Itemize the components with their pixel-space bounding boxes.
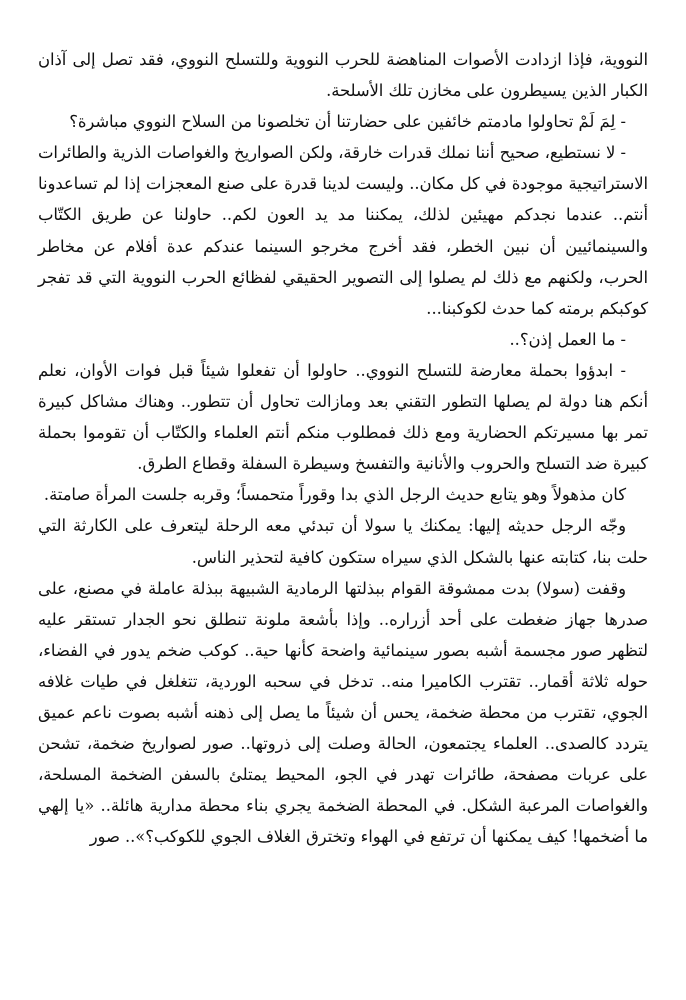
paragraph-question-nuclear: - لِمَ لَمْ تحاولوا مادمتم خائفين على حضارتنا أن تخلصونا من السلاح النووي مباشرة؟ [69,112,626,132]
paragraph-narration-astonished: كان مذهولاً وهو يتابع حديث الرجل الذي بدا وقوراً متحمساً؛ وقربه جلست المرأة صامتة. [43,485,626,505]
paragraph-continuation: النووية، فإذا ازدادت الأصوات المناهضة للحرب النووية وللتسلح النووي، فقد تصل إلى آذان الكبار الذين يسيطرون على مخازن تلك الأسلحة. [38,50,648,101]
paragraph-question-what-to-do: - ما العمل إذن؟.. [509,329,626,349]
paragraph-man-addresses-sola: وجّه الرجل حديثه إليها: يمكنك يا سولا أن تبدئي معه الرحلة ليتعرف على الكارثة التي حلت بنا، كتابته عنها بالشكل الذي سيراه ستكون كافية لتحذير الناس. [38,516,648,567]
paragraph-answer-campaign: - ابدؤوا بحملة معارضة للتسلح النووي.. حاولوا أن تفعلوا شيئاً قبل فوات الأوان، نعلم أنكم هنا دولة لم يصلها التطور التقني بعد ومازالت تحاول أن تتطور.. وهناك مشاكل كبيرة تمر بها مسيرتكم الحضارية ومع ذلك فمطلوب منكم أنتم العلماء والكتّاب أن تقوموا بحملة كبيرة ضد التسلح والحروب والأنانية والتفسخ وسيطرة السفلة وقطاع الطرق. [38,360,648,474]
paragraph-answer-cannot: - لا نستطيع، صحيح أننا نملك قدرات خارقة، ولكن الصواريخ والغواصات الذرية والطائرات الاستراتيجية موجودة في كل مكان.. وليست لدينا قدرة على صنع المعجزات إذا لم تساعدونا أنتم.. عندما نجدكم مهيئين لذلك، يمكننا مد يد العون لكم.. حاولنا عن طريق الكتّاب والسينمائيين أن نبين الخطر، فقد أخرج مخرجو السينما عندكم عدة أفلام عن مخاطر الحرب، ولكنهم مع ذلك لم يصلوا إلى التصوير الحقيقي لفظائع الحرب النووية التي قد تفجر كوكبكم برمته كما حدث لكوكبنا... [38,143,648,318]
paragraph-sola-projection: وقفت (سولا) بدت ممشوقة القوام ببذلتها الرمادية الشبيهة ببذلة عاملة في مصنع، على صدرها جهاز ضغطت على أحد أزراره.. وإذا بأشعة ملونة تنطلق نحو الجدار تستقر عليه لتظهر صور مجسمة أشبه بصور سينمائية واضحة كأنها حية.. كوكب ضخم يدور في الفضاء، حوله ثلاثة أقمار.. تقترب الكاميرا منه.. تدخل في سحبه الوردية، تتغلغل في طيات غلافه الجوي، تقترب من محطة ضخمة، يحس أن شيئاً ما يصل إلى ذهنه أشبه بصوت ناعم عميق يتردد كالصدى.. العلماء يجتمعون، الحالة وصلت إلى ذروتها.. صور لصواريخ ضخمة، تشحن على عربات مصفحة، طائرات تهدر في الجو، المحيط يمتلئ بالسفن الضخمة المسلحة، والغواصات المرعبة الشكل. في المحطة الضخمة يجري بناء محطة مدارية هائلة.. «يا إلهي ما أضخمها! كيف يمكنها أن ترتفع في الهواء وتخترق الغلاف الجوي للكوكب؟».. صور [38,578,648,847]
